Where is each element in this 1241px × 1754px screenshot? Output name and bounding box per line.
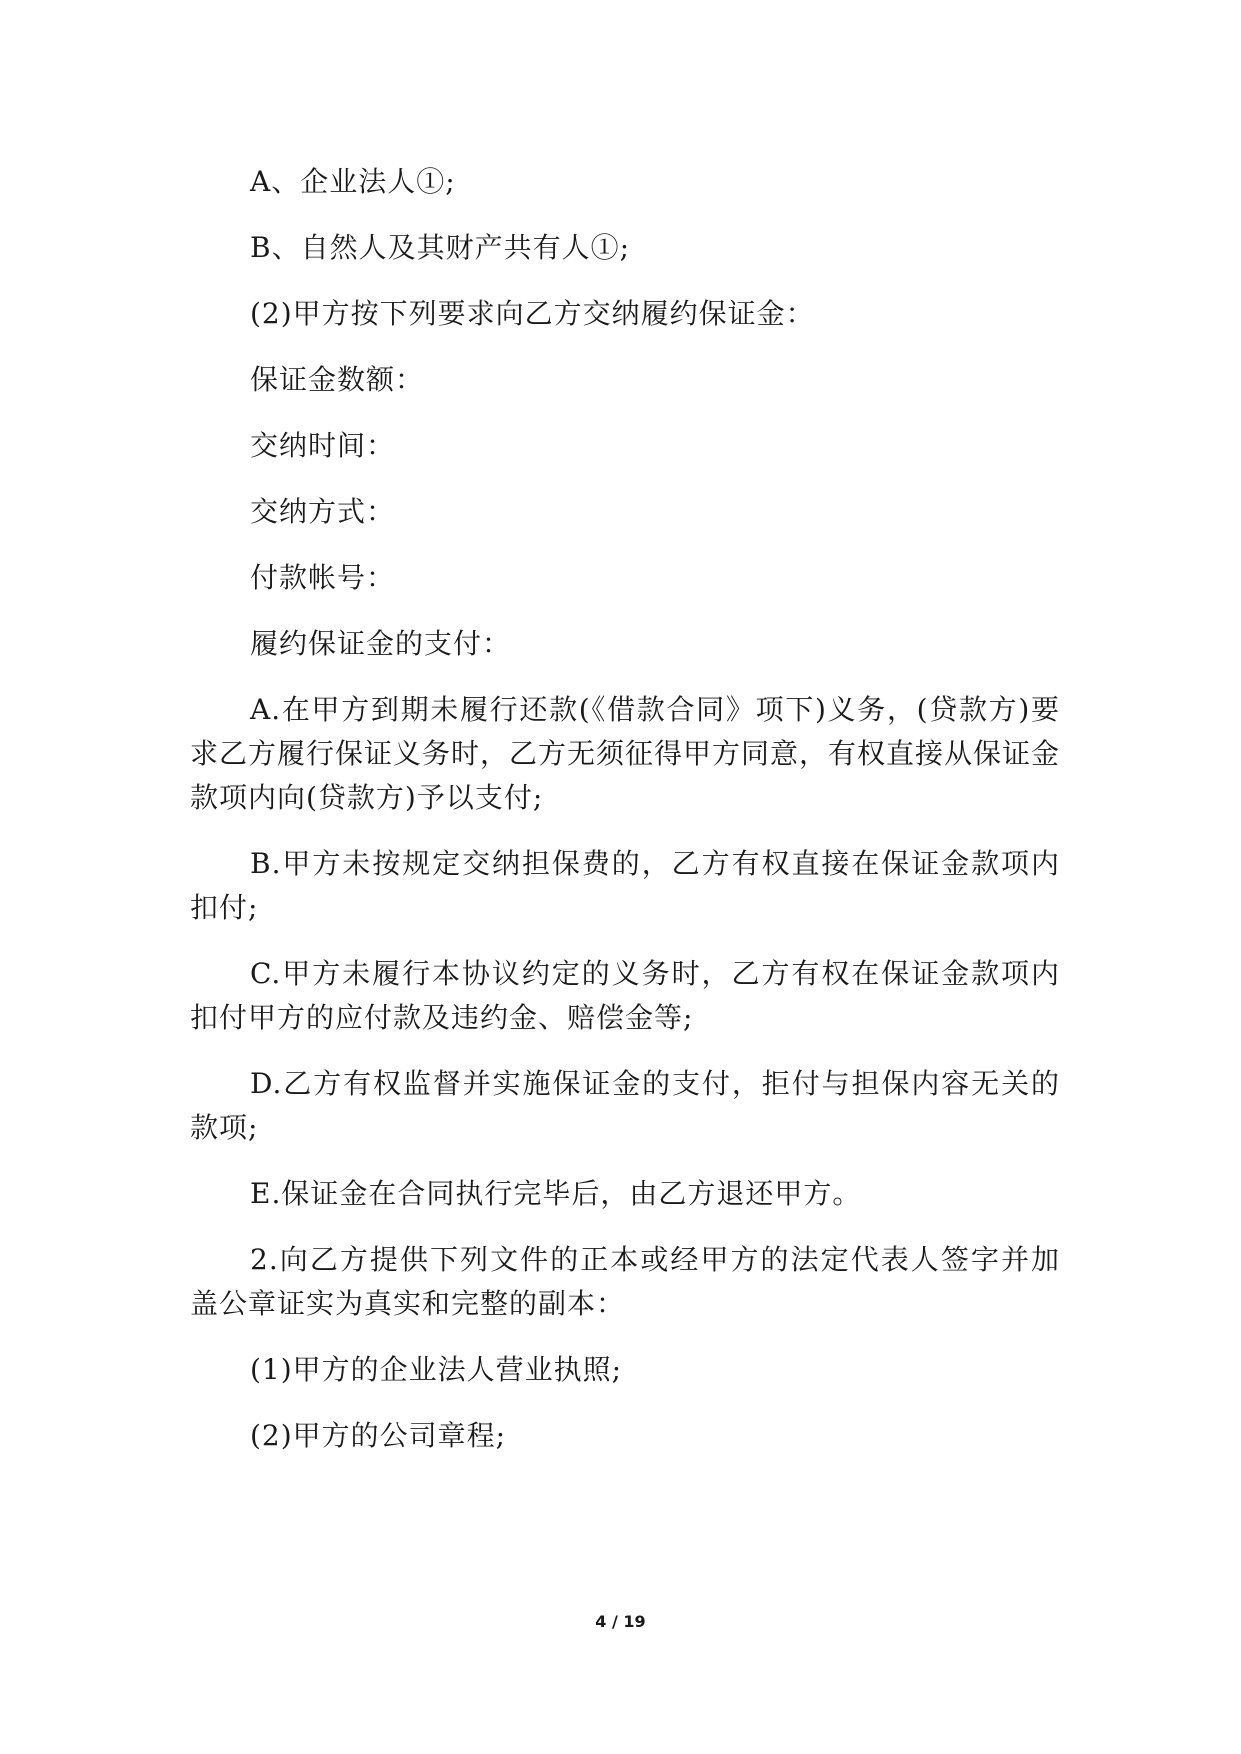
paragraph-payment-account: 付款帐号： [250, 561, 396, 594]
paragraph-deposit-amount: 保证金数额： [250, 363, 425, 396]
paragraph-deposit-payment-heading: 履约保证金的支付： [250, 627, 512, 660]
page-number: 4 / 19 [595, 1612, 646, 1631]
paragraph-clause-e: E.保证金在合同执行完毕后，由乙方退还甲方。 [250, 1177, 862, 1210]
paragraph-clause-d: D.乙方有权监督并实施保证金的支付，拒付与担保内容无关的款项; [190, 1067, 1060, 1144]
paragraph-clause-c: C.甲方未履行本协议约定的义务时，乙方有权在保证金款项内扣付甲方的应付款及违约金、赔偿金等; [190, 957, 1060, 1034]
paragraph-option-b: B、自然人及其财产共有人①; [250, 231, 631, 264]
paragraph-payment-method: 交纳方式： [250, 495, 396, 528]
paragraph-business-license: (1)甲方的企业法人营业执照; [250, 1353, 623, 1386]
paragraph-payment-time: 交纳时间： [250, 429, 396, 462]
paragraph-documents-requirement: 2.向乙方提供下列文件的正本或经甲方的法定代表人签字并加盖公章证实为真实和完整的副本： [190, 1243, 1060, 1320]
paragraph-option-a: A、企业法人①; [250, 165, 456, 198]
paragraph-articles-of-association: (2)甲方的公司章程; [250, 1419, 507, 1452]
paragraph-clause-a: A.在甲方到期未履行还款(《借款合同》项下)义务，(贷款方)要求乙方履行保证义务时，乙方无须征得甲方同意，有权直接从保证金款项内向(贷款方)予以支付; [190, 693, 1061, 814]
paragraph-deposit-requirement: (2)甲方按下列要求向乙方交纳履约保证金： [250, 297, 815, 330]
paragraph-clause-b: B.甲方未按规定交纳担保费的，乙方有权直接在保证金款项内扣付; [190, 847, 1060, 924]
document-body [190, 160, 1060, 1480]
